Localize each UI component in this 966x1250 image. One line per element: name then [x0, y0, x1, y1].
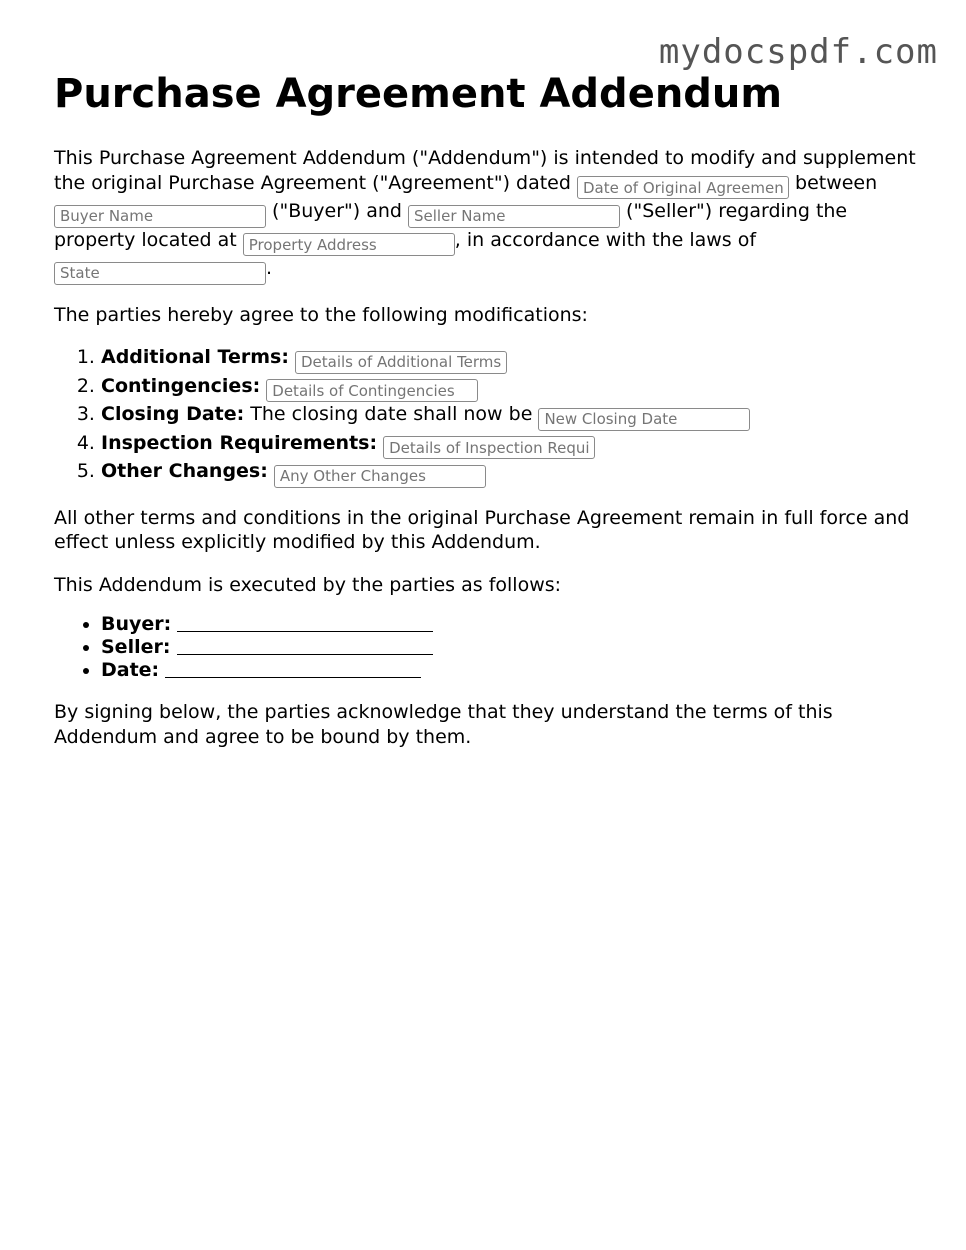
state-input[interactable]	[54, 262, 266, 285]
list-item	[101, 431, 924, 460]
signature-label: Seller:	[101, 636, 171, 658]
inspection-requirements-input[interactable]	[383, 436, 595, 459]
intro-text: , in accordance with the laws of	[454, 228, 757, 251]
modification-label: Additional Terms:	[101, 346, 289, 368]
modification-label: Inspection Requirements:	[101, 431, 378, 454]
executed-paragraph: This Addendum is executed by the parties as follows:	[54, 573, 562, 596]
other-changes-input[interactable]	[274, 465, 486, 488]
modifications-intro: The parties hereby agree to the following modifications:	[54, 303, 588, 326]
seller-name-input[interactable]	[408, 205, 620, 228]
modification-label: Other Changes:	[101, 460, 268, 482]
modification-label: Contingencies:	[101, 374, 261, 397]
document-page	[54, 66, 924, 767]
signature-list	[54, 613, 924, 682]
intro-text: This Purchase Agreement Addendum ("Addendum") is intended to modify and supplement the original Purchase Agreement ("Agreement") dated	[54, 147, 916, 194]
list-item	[101, 374, 924, 403]
signature-label: Buyer:	[101, 613, 172, 635]
modification-text: The closing date shall now be	[250, 403, 533, 425]
intro-text: between	[788, 171, 878, 194]
intro-text: .	[266, 257, 273, 279]
list-item	[101, 402, 924, 431]
property-address-input[interactable]	[243, 233, 455, 256]
intro-text: ("Buyer") and	[266, 200, 408, 222]
buyer-signature-line[interactable]	[177, 613, 433, 632]
new-closing-date-input[interactable]	[538, 408, 750, 431]
seller-signature-line[interactable]	[177, 636, 433, 655]
watermark: mydocspdf.com	[658, 32, 938, 72]
list-item	[101, 659, 924, 682]
list-item	[101, 345, 924, 374]
closing-paragraph: By signing below, the parties acknowledge that they understand the terms of this Addendum and agree to be bound by them.	[54, 701, 833, 748]
intro-text: ("Seller") regarding the property located at	[54, 200, 848, 251]
original-agreement-date-input[interactable]	[577, 176, 789, 199]
modification-label: Closing Date:	[101, 403, 245, 425]
additional-terms-input[interactable]	[295, 351, 507, 374]
date-signature-line[interactable]	[165, 659, 421, 678]
remain-paragraph: All other terms and conditions in the original Purchase Agreement remain in full force and effect unless explicitly modified by this Addendum.	[54, 506, 910, 553]
signature-label: Date:	[101, 659, 160, 681]
intro-paragraph	[54, 146, 924, 285]
list-item	[101, 459, 924, 488]
buyer-name-input[interactable]	[54, 205, 266, 228]
page-title: Purchase Agreement Addendum	[54, 71, 783, 117]
contingencies-input[interactable]	[266, 379, 478, 402]
list-item	[101, 613, 924, 636]
list-item	[101, 636, 924, 659]
modifications-list	[54, 345, 924, 488]
